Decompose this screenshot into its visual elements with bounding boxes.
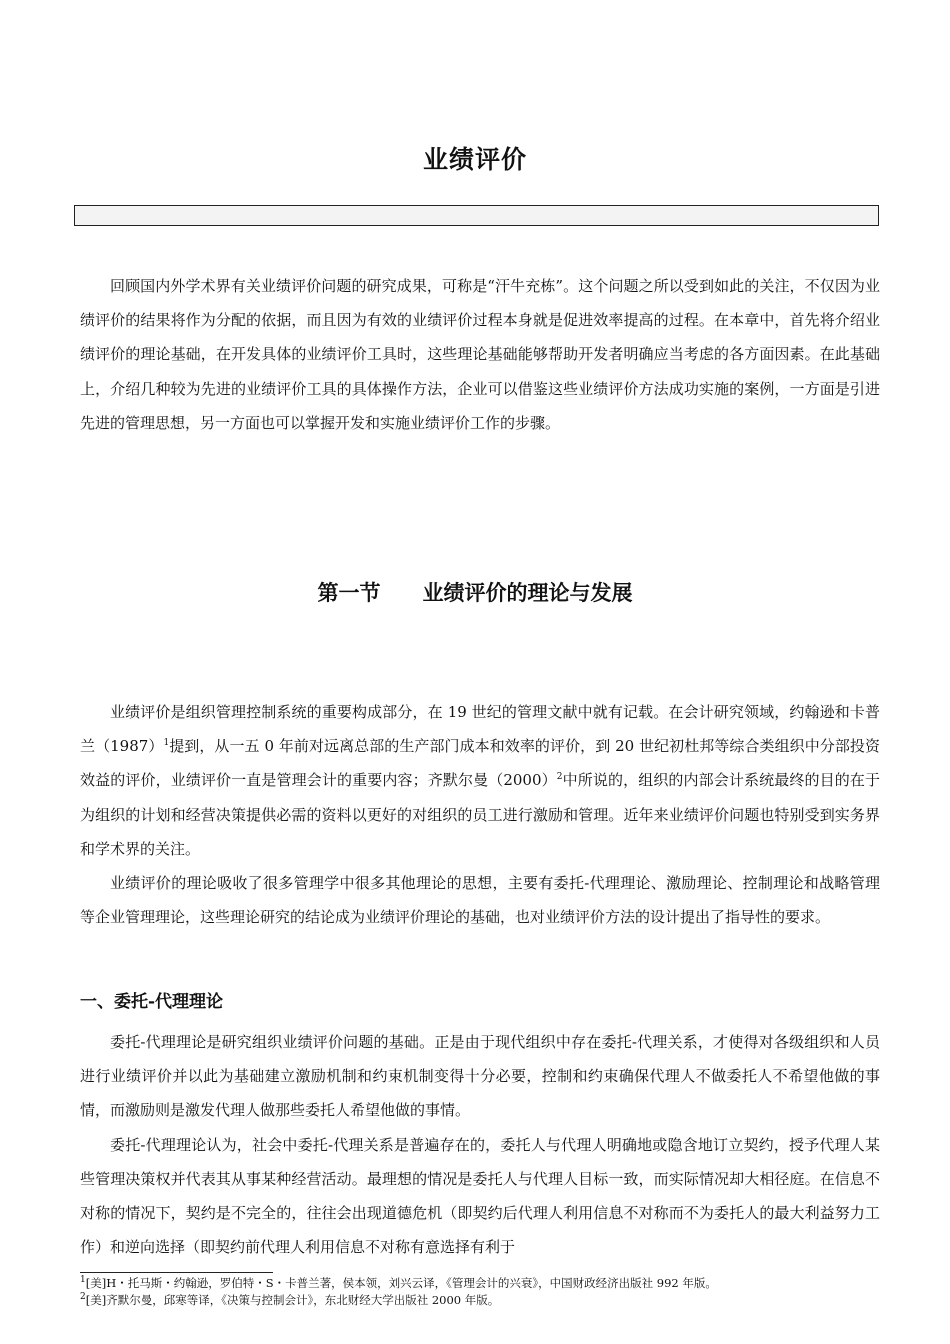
- footnote-separator: [80, 1272, 273, 1273]
- footnote-text: [美]H・托马斯・约翰逊，罗伯特・S・卡普兰著，侯本领，刘兴云译，《管理会计的兴衰》，中国财政经济出版社 992 年版。: [85, 1276, 717, 1290]
- title-underline-box: [74, 205, 879, 226]
- paragraph-text: 提到，从一五 0 年前对远离总部的生产部门成本和效率的评价，到 20 世纪初杜邦等综合类组织中分部投资效益的评价，业绩评价一直是管理会计的重要内容；齐默尔曼（2000）: [80, 737, 880, 790]
- body-paragraph: [80, 695, 880, 866]
- intro-section: [80, 269, 880, 440]
- footnote-item: [80, 1292, 900, 1309]
- section-body: [80, 695, 880, 934]
- body-paragraph: 委托-代理理论认为，社会中委托-代理关系是普遍存在的，委托人与代理人明确地或隐含地订立契约，授予代理人某些管理决策权并代表其从事某种经营活动。最理想的情况是委托人与代理人目标一致，而实际情况却大相径庭。在信息不对称的情况下，契约是不完全的，往往会出现道德危机（即契约后代理人利用信息不对称而不为委托人的最大利益努力工作）和逆向选择（即契约前代理人利用信息不对称有意选择有利于: [80, 1135, 880, 1257]
- footnote-item: [80, 1275, 900, 1292]
- section-title: 第一节 业绩评价的理论与发展: [317, 581, 633, 605]
- paragraph-text: 业绩评价是组织管理控制系统的重要构成部分，在 19 世纪的管理文献中就有记载。在会计研究领域，约翰逊和卡普兰（1987）: [80, 703, 880, 756]
- paragraph-text: 中所说的，组织的内部会计系统最终的目的在于为组织的计划和经营决策提供必需的资料以更好的对组织的员工进行激励和管理。近年来业绩评价问题也特别受到实务界和学术界的关注。: [80, 771, 880, 858]
- body-paragraph: 业绩评价的理论吸收了很多管理学中很多其他理论的思想，主要有委托-代理理论、激励理论、控制理论和战略管理等企业管理理论，这些理论研究的结论成为业绩评价理论的基础，也对业绩评价方法的设计提出了指导性的要求。: [80, 874, 880, 927]
- footnote-text: [美]齐默尔曼，邱寒等译，《决策与控制会计》，东北财经大学出版社 2000 年版。: [85, 1293, 500, 1307]
- subsection-heading: 一、委托-代理理论: [80, 992, 224, 1012]
- page-title: 业绩评价: [422, 145, 527, 174]
- footnote-mark: 2: [80, 1292, 86, 1303]
- subsection-body: [80, 1025, 880, 1264]
- footnote-ref-2[interactable]: 2: [556, 772, 563, 783]
- body-paragraph: 委托-代理理论是研究组织业绩评价问题的基础。正是由于现代组织中存在委托-代理关系，才使得对各级组织和人员进行业绩评价并以此为基础建立激励机制和约束机制变得十分必要，控制和约束确保代理人不做委托人不希望他做的事情，而激励则是激发代理人做那些委托人希望他做的事情。: [80, 1033, 880, 1120]
- footnote-mark: 1: [80, 1275, 86, 1286]
- footnote-ref-1[interactable]: 1: [163, 738, 170, 749]
- intro-paragraph: 回顾国内外学术界有关业绩评价问题的研究成果，可称是“汗牛充栋”。这个问题之所以受到如此的关注，不仅因为业绩评价的结果将作为分配的依据，而且因为有效的业绩评价过程本身就是促进效率提高的过程。在本章中，首先将介绍业绩评价的理论基础，在开发具体的业绩评价工具时，这些理论基础能够帮助开发者明确应当考虑的各方面因素。在此基础上，介绍几种较为先进的业绩评价工具的具体操作方法，企业可以借鉴这些业绩评价方法成功实施的案例，一方面是引进先进的管理思想，另一方面也可以掌握开发和实施业绩评价工作的步骤。: [80, 277, 880, 432]
- footnotes: [80, 1275, 900, 1309]
